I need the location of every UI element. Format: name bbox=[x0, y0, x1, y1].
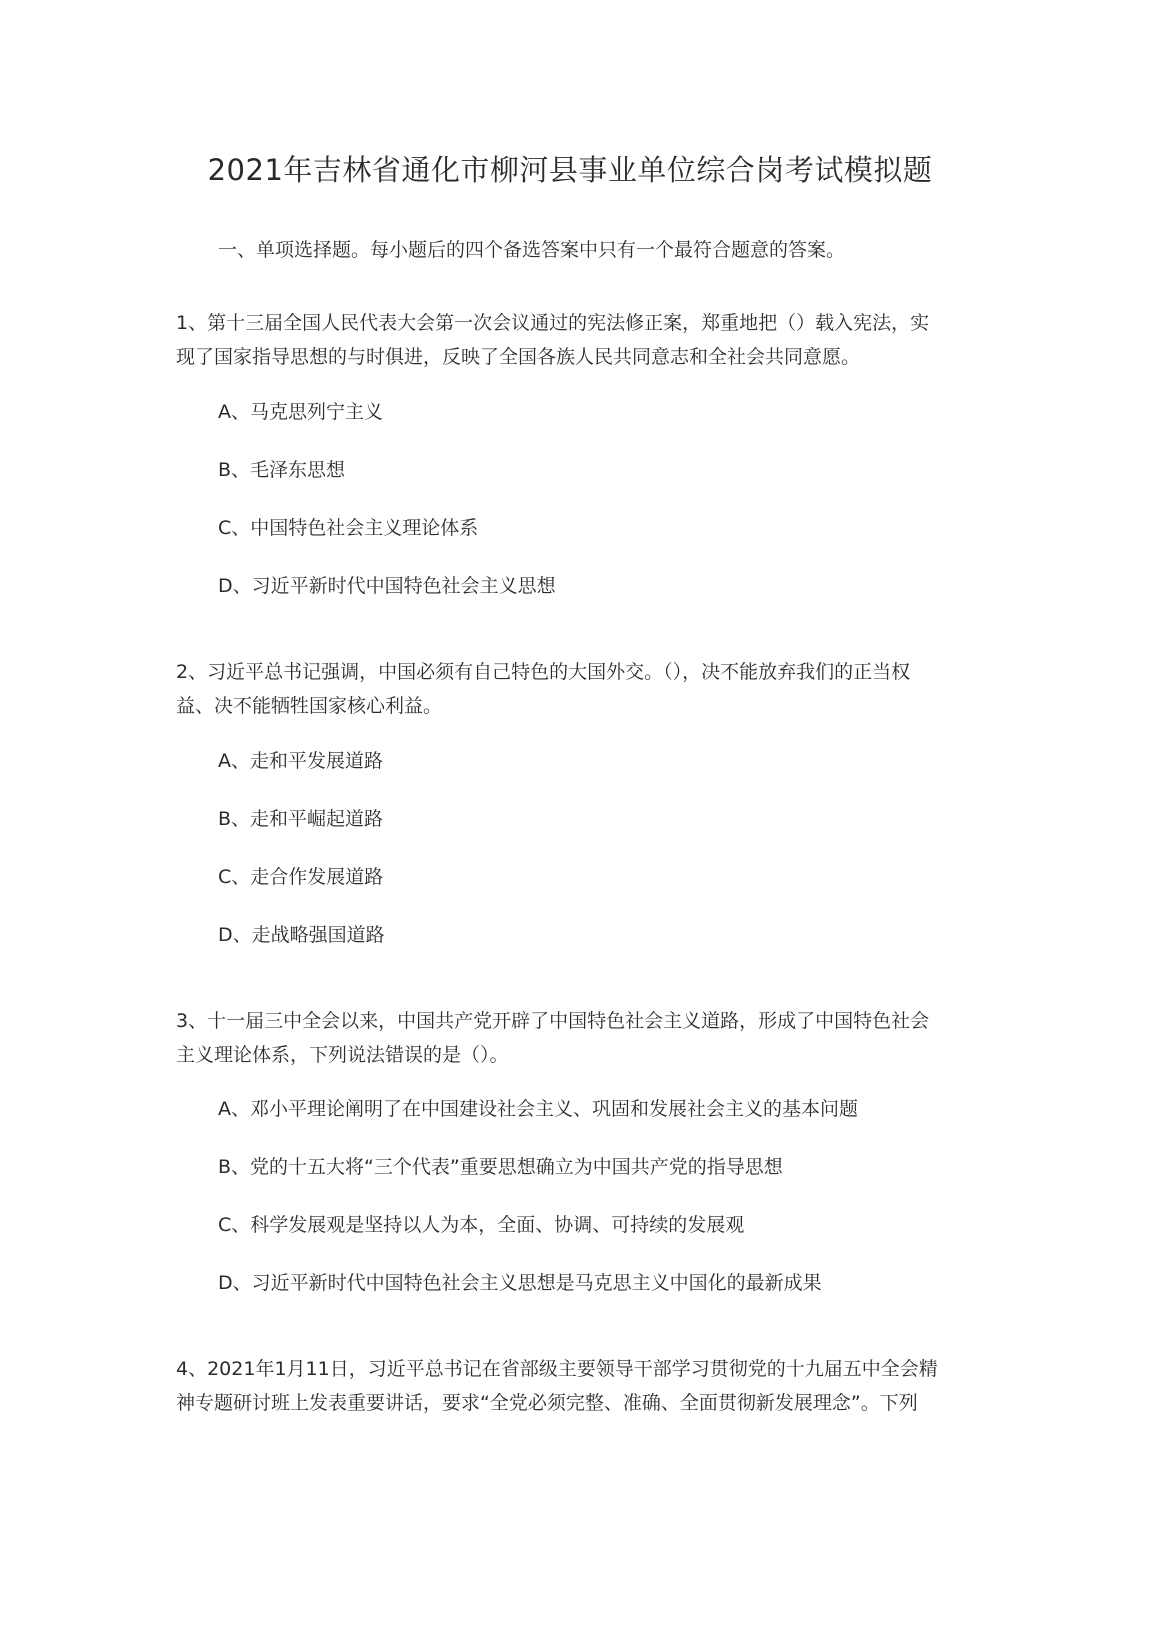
question-2-option-b: B、走和平崛起道路 bbox=[218, 808, 384, 830]
question-stem-line: 2、习近平总书记强调，中国必须有自己特色的大国外交。（），决不能放弃我们的正当权 bbox=[176, 661, 911, 683]
question-1-option-d: D、习近平新时代中国特色社会主义思想 bbox=[218, 575, 556, 597]
section-instruction: 一、单项选择题。每小题后的四个备选答案中只有一个最符合题意的答案。 bbox=[218, 239, 846, 261]
question-stem-line: 益、决不能牺牲国家核心利益。 bbox=[176, 695, 443, 717]
page-title: 2021年吉林省通化市柳河县事业单位综合岗考试模拟题 bbox=[207, 153, 933, 187]
question-stem-3 bbox=[176, 1004, 976, 1072]
question-1-option-c: C、中国特色社会主义理论体系 bbox=[218, 517, 479, 539]
question-stem-line: 1、第十三届全国人民代表大会第一次会议通过的宪法修正案，郑重地把（）载入宪法，实 bbox=[176, 312, 930, 334]
question-2-option-c: C、走合作发展道路 bbox=[218, 866, 384, 888]
question-1-option-a: A、马克思列宁主义 bbox=[218, 401, 383, 423]
question-2-option-a: A、走和平发展道路 bbox=[218, 750, 383, 772]
question-stem-2 bbox=[176, 655, 976, 723]
question-3-option-a: A、邓小平理论阐明了在中国建设社会主义、巩固和发展社会主义的基本问题 bbox=[218, 1098, 858, 1120]
question-3-option-d: D、习近平新时代中国特色社会主义思想是马克思主义中国化的最新成果 bbox=[218, 1272, 822, 1294]
question-stem-line: 主义理论体系，下列说法错误的是（）。 bbox=[176, 1044, 509, 1066]
question-stem-line: 神专题研讨班上发表重要讲话，要求“全党必须完整、准确、全面贯彻新发展理念”。下列 bbox=[176, 1392, 918, 1414]
question-1-option-b: B、毛泽东思想 bbox=[218, 459, 346, 481]
question-2-option-d: D、走战略强国道路 bbox=[218, 924, 385, 946]
question-stem-line: 3、十一届三中全会以来，中国共产党开辟了中国特色社会主义道路，形成了中国特色社会 bbox=[176, 1010, 930, 1032]
question-stem-1 bbox=[176, 306, 976, 374]
question-stem-line: 4、2021年1月11日，习近平总书记在省部级主要领导干部学习贯彻党的十九届五中全会精 bbox=[176, 1358, 938, 1380]
question-stem-4 bbox=[176, 1352, 976, 1420]
question-stem-line: 现了国家指导思想的与时俱进，反映了全国各族人民共同意志和全社会共同意愿。 bbox=[176, 346, 861, 368]
question-3-option-c: C、科学发展观是坚持以人为本，全面、协调、可持续的发展观 bbox=[218, 1214, 745, 1236]
question-3-option-b: B、党的十五大将“三个代表”重要思想确立为中国共产党的指导思想 bbox=[218, 1156, 783, 1178]
